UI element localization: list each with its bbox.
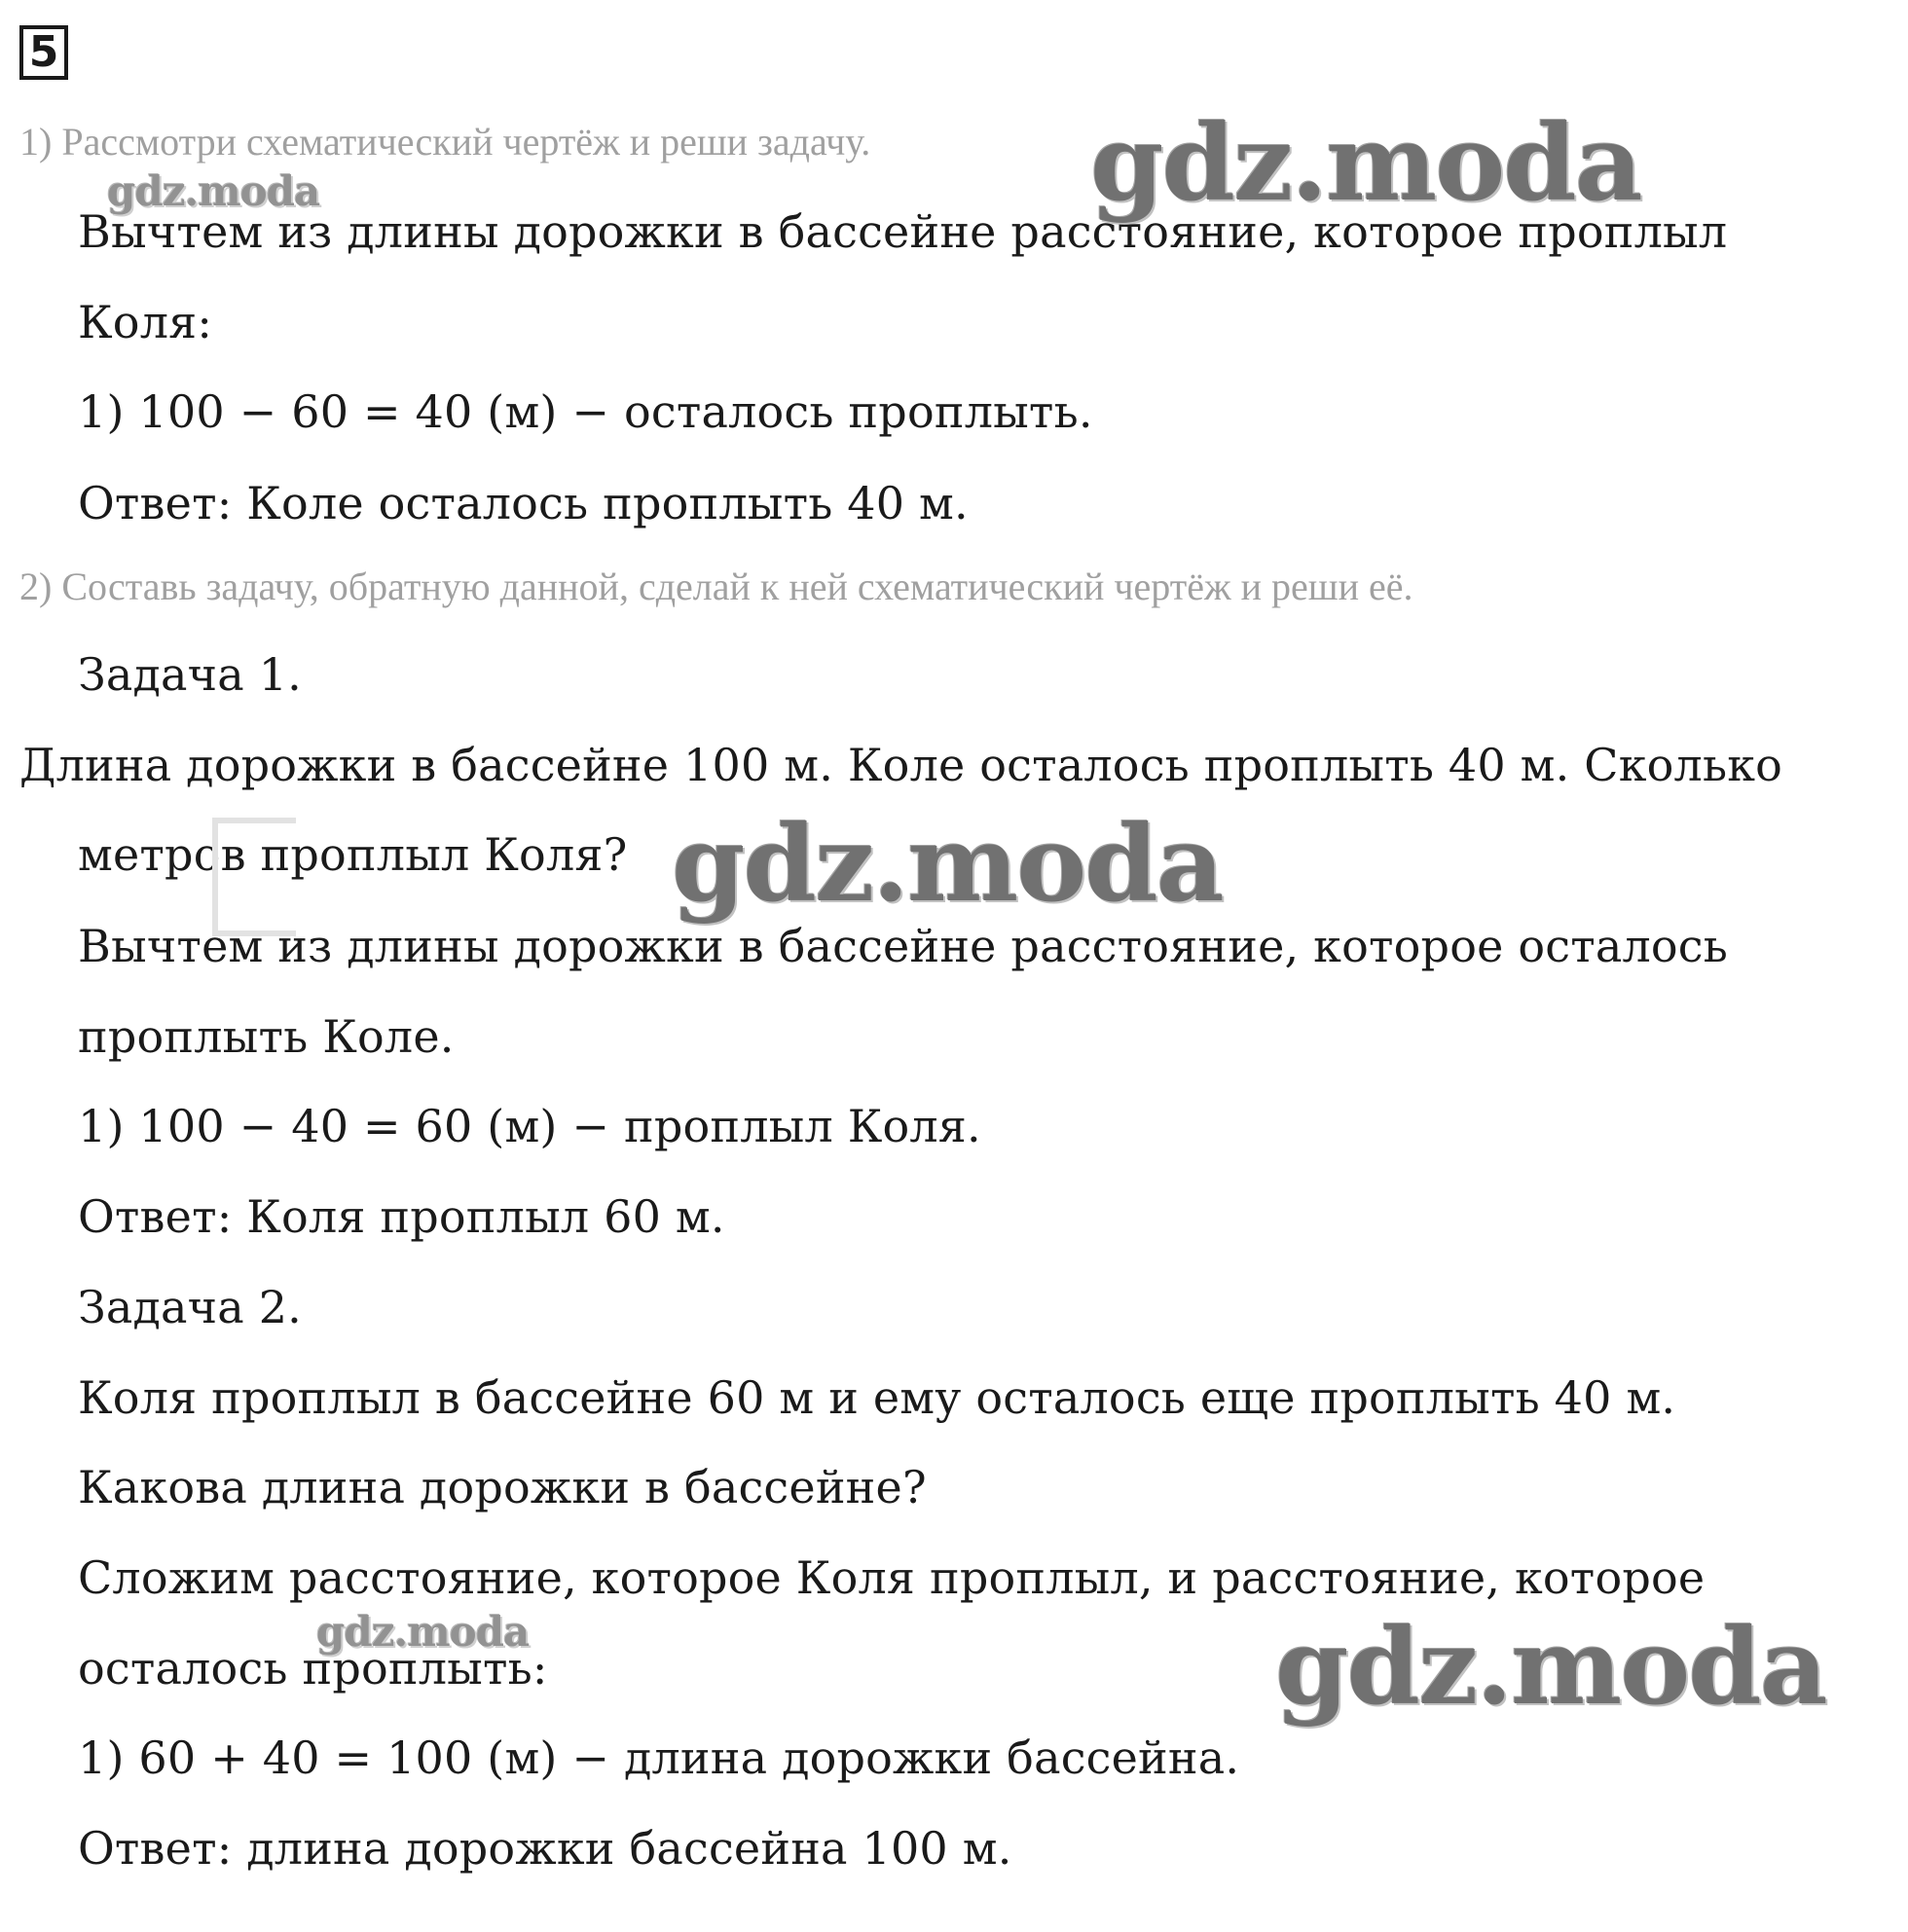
watermark-middle: gdz.moda	[672, 803, 1223, 926]
watermark-small-bottom: gdz.moda	[316, 1608, 530, 1656]
task2-solution-line-2: осталось проплыть:	[78, 1642, 548, 1695]
task2-answer: Ответ: длина дорожки бассейна 100 м.	[78, 1822, 1012, 1875]
task1-solution-line-2: проплыть Коле.	[78, 1010, 455, 1063]
watermark-small-top: gdz.moda	[107, 167, 320, 215]
part1-answer: Ответ: Коле осталось проплыть 40 м.	[78, 477, 969, 529]
part2-prompt: 2) Составь задачу, обратную данной, сделай к ней схематический чертёж и реши её.	[19, 565, 1413, 608]
task2-solution-line-1: Сложим расстояние, которое Коля проплыл, и расстояние, которое	[78, 1551, 1706, 1604]
part1-step-1: 1) 100 − 60 = 40 (м) − осталось проплыть.	[78, 385, 1093, 438]
part1-prompt: 1) Рассмотри схематический чертёж и реши задачу.	[19, 120, 871, 164]
task1-title: Задача 1.	[78, 648, 302, 701]
task1-answer: Ответ: Коля проплыл 60 м.	[78, 1190, 725, 1243]
task2-condition-line-2: Какова длина дорожки в бассейне?	[78, 1461, 927, 1513]
task1-solution-line-1: Вычтем из длины дорожки в бассейне расстояние, которое осталось	[78, 920, 1728, 972]
task-number-badge: 5	[19, 25, 68, 80]
faded-letter-mark	[212, 818, 296, 936]
task2-condition-line-1: Коля проплыл в бассейне 60 м и ему осталось еще проплыть 40 м.	[78, 1371, 1676, 1424]
task2-title: Задача 2.	[78, 1281, 302, 1333]
part1-line-1: Вычтем из длины дорожки в бассейне расстояние, которое проплыл	[78, 205, 1728, 258]
watermark-top-right: gdz.moda	[1090, 102, 1641, 225]
task1-step-1: 1) 100 − 40 = 60 (м) − проплыл Коля.	[78, 1100, 981, 1152]
task1-condition-line-1: Длина дорожки в бассейне 100 м. Коле осталось проплыть 40 м. Сколько	[19, 739, 1783, 791]
part1-line-2: Коля:	[78, 296, 213, 348]
task2-step-1: 1) 60 + 40 = 100 (м) − длина дорожки бассейна.	[78, 1732, 1240, 1784]
watermark-bottom-right: gdz.moda	[1275, 1606, 1826, 1729]
task1-condition-line-2: метров проплыл Коля?	[78, 828, 628, 881]
